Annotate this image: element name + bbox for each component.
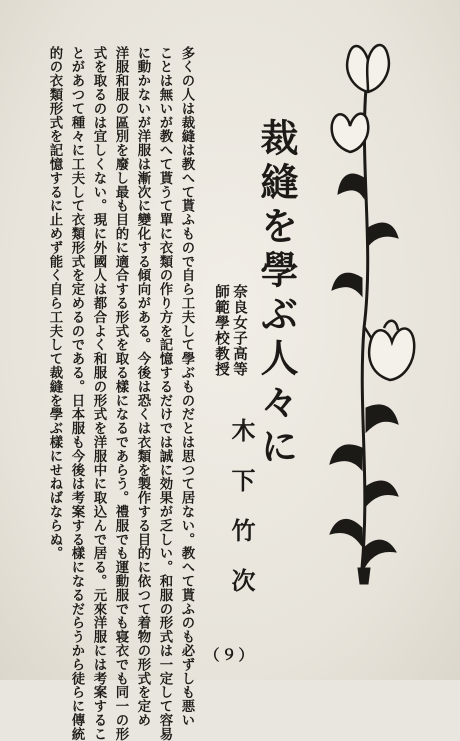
article-title: 裁縫を學ぶ人々に xyxy=(254,118,299,470)
body-text-column: ことは無いが教へて貰うて單に衣類の作り方を記憶するだけでは誠に効果が乏しい。和服の形式は一定して容易 xyxy=(157,46,173,741)
page-number: （９） xyxy=(204,646,256,664)
body-text-column: に動かないが洋服は漸次に變化する傾向がある。今後は恐くは衣類を製作する目的に依つて着物の形式を定め xyxy=(135,46,151,728)
body-text-column: とがあつて種々に工夫して衣類形式を定めるのである。日本服も今後は考案する樣になるだらうから徒らに傳統 xyxy=(69,46,85,741)
second-flower-icon xyxy=(332,114,369,152)
body-text-column: 洋服和服の區別を廢し最も目的に適合する形式を取る樣になるであらう。禮服でも運動服でも寝衣でも同一の形 xyxy=(113,46,129,741)
top-flower-icon xyxy=(347,45,389,92)
author-affiliation-line2: 師範學校教授 xyxy=(213,284,230,377)
body-text-column: 式を取るのは宜しくない。現に外國人は都合よく和服の形式を洋服中に取込んで居る。元來洋服には考案するこ xyxy=(91,46,107,741)
body-text-column: 的の衣類形式を記憶するに止めず能く自ら工夫して裁縫を學ぶ樣にせねばならぬ。 xyxy=(47,46,63,561)
author-name: 木下竹次 xyxy=(227,418,256,618)
tulip-illustration xyxy=(318,28,428,588)
author-affiliation-line1: 奈良女子高等 xyxy=(231,284,248,377)
body-text-column: 多くの人は裁縫は教へて貰ふもので自ら工夫して學ぶものだとは思つて居ない。教へて貰ふのも必ずしも悪い xyxy=(179,46,195,728)
lower-flower-icon xyxy=(369,321,414,380)
